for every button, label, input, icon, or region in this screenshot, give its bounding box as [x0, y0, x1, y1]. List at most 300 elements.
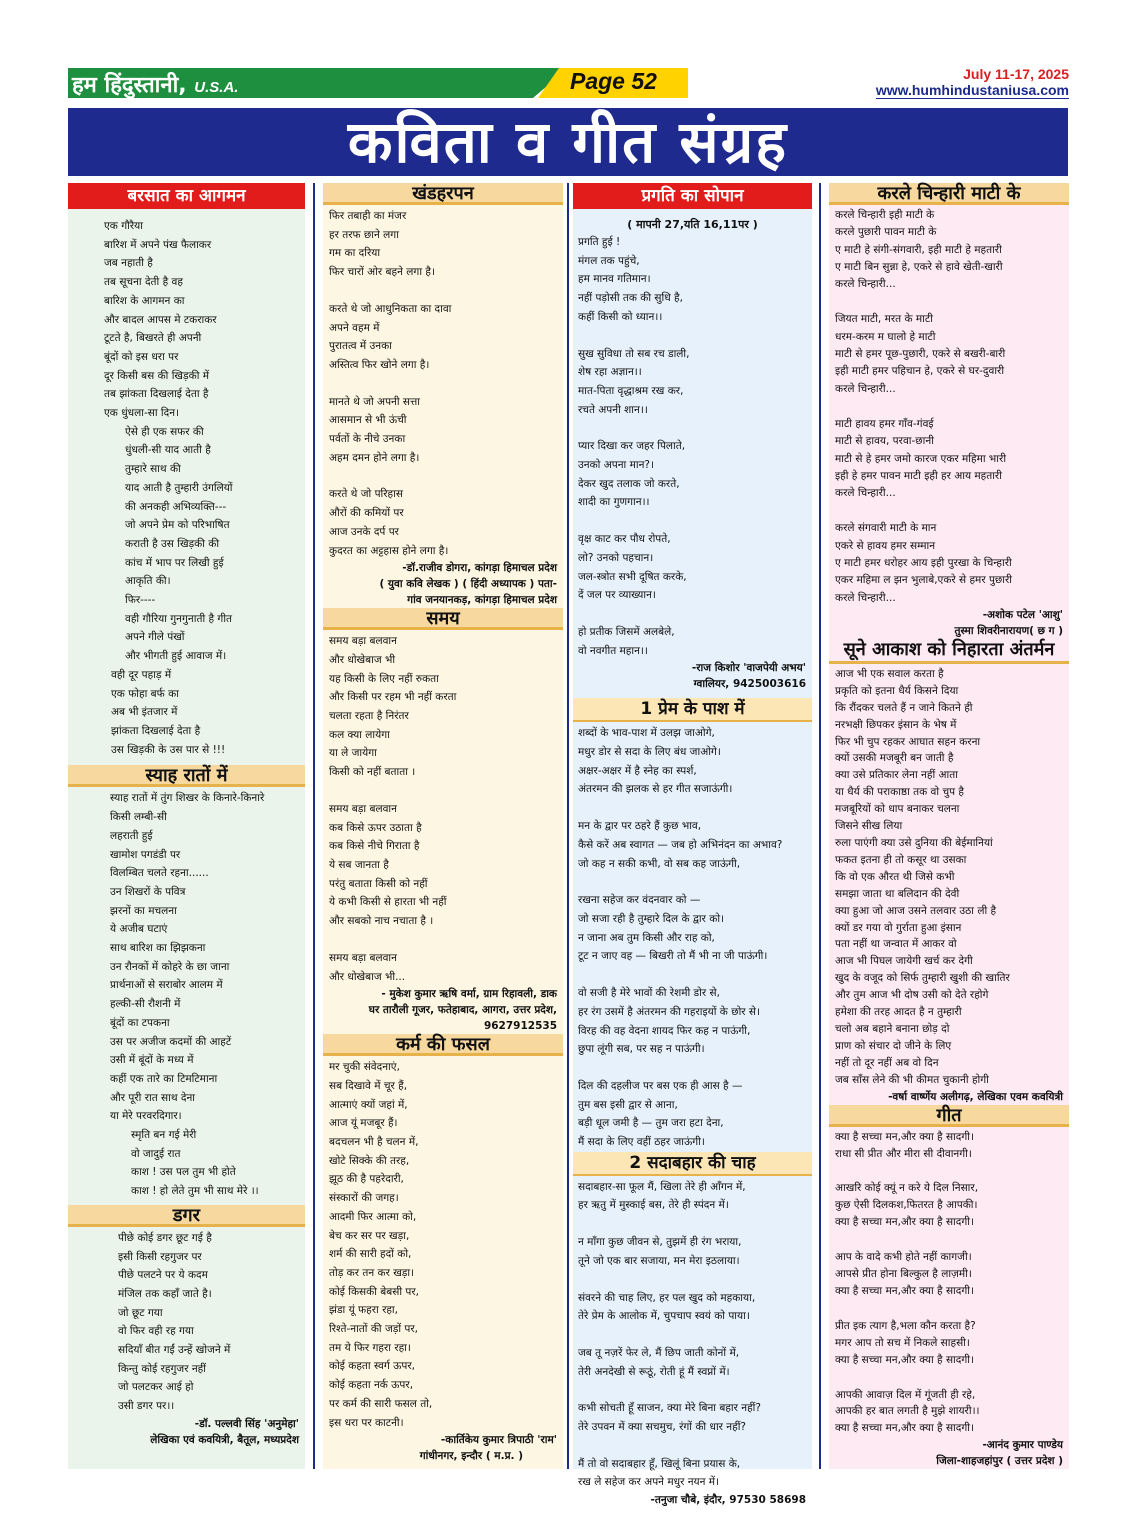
- poem-line: रख ले सहेज कर अपने मधुर नयन में।: [578, 1476, 720, 1489]
- poem-line: लो? उनको पहचान।: [578, 551, 654, 564]
- poem-line: प्रकृति को इतना धैर्य किसने दिया: [835, 684, 959, 697]
- poem-line: क्या है सच्चा मन,और क्या है सादगी।: [835, 1284, 974, 1297]
- poem-line: रिश्ते-नातों की जड़ों पर,: [329, 1323, 419, 1336]
- poem-line: या ले जायेगा: [329, 747, 377, 760]
- stanza-gap: [578, 419, 812, 437]
- stanza-gap: [835, 293, 1069, 311]
- poem-line: हमेशा की तरह आदत है न तुम्हारी: [835, 1006, 962, 1019]
- poem-line: या धैर्य की पराकाष्ठा तक वो चुप है: [835, 786, 964, 799]
- poem-author: -आनंद कुमार पाण्डेय: [982, 1439, 1063, 1452]
- section-title: कविता व गीत संग्रह: [347, 108, 789, 176]
- poem-line: उस पर अजीज कदमों की आहटें: [110, 1035, 232, 1048]
- poem-line: समय बड़ा बलवान: [329, 635, 397, 648]
- poem-body: [829, 664, 1069, 1089]
- poem-line: जो अपने प्रेम को परिभाषित: [125, 519, 230, 532]
- poem-line: अक्षर-अक्षर में है स्नेह का स्पर्श,: [578, 764, 697, 777]
- poem-line: और धोखेबाज भी: [329, 653, 396, 666]
- poem-line: ये कभी किसी से हारता भी नहीं: [329, 896, 447, 909]
- poem-line: कुदरत का अट्टहास होने लगा है।: [329, 544, 449, 557]
- poem-line: जो पलटकर आई हो: [118, 1381, 194, 1394]
- poem-line: करले चिन्हारी...: [835, 382, 896, 395]
- poem-line: उस खिड़की के उस पार से !!!: [111, 743, 226, 756]
- stanza-gap: [578, 1381, 812, 1399]
- poem-line: आदमी फिर आत्मा को,: [329, 1210, 417, 1223]
- poem-line: तब झांकता दिखलाई देता है: [104, 388, 209, 401]
- poem-title: करले चिन्हारी माटी के: [829, 183, 1069, 205]
- poem-line: इसी किसी रहगुजर पर: [118, 1250, 202, 1263]
- poem-line: अहम दमन होने लगा है।: [329, 451, 420, 464]
- poem-title: स्याह रातों में: [68, 765, 305, 787]
- poem-line: आप के वादे कभी होते नहीं कागजी।: [835, 1251, 972, 1264]
- website-link[interactable]: www.humhindustaniusa.com: [875, 82, 1069, 98]
- stanza-gap: [835, 502, 1069, 520]
- poem-line: अब भी इंतजार में: [111, 706, 178, 719]
- poem-line: समय बड़ा बलवान: [329, 951, 397, 964]
- poem-body: [323, 1056, 563, 1432]
- poem-line: दें जल पर व्याख्यान।: [578, 589, 656, 602]
- poem-line: कोई कहता स्वर्ग ऊपर,: [329, 1360, 415, 1373]
- poem-line: कोई किसकी बेबसी पर,: [329, 1285, 420, 1298]
- poem-line: कि वो एक औरत थी जिसे कभी: [835, 870, 955, 883]
- poem-line: खामोश पगडंडी पर: [110, 848, 181, 861]
- poem-line: वही दूर पहाड़ में: [111, 668, 172, 681]
- poem-line: अपने गीले पंखों: [125, 631, 185, 644]
- poem-line: एकर महिमा ल झन भुलाबे,एकरे से हमर पुछारी: [835, 574, 1013, 587]
- poem-line: वो नवगीत महान।।: [578, 644, 648, 657]
- poem-line: मैं सदा के लिए वहीं ठहर जाऊंगी।: [578, 1136, 705, 1149]
- poem-line: किसी को नहीं बताता ।: [329, 766, 416, 779]
- poem-line: आज भी एक सवाल करता है: [835, 667, 944, 680]
- poem-line: आसमान से भी ऊंची: [329, 414, 407, 427]
- poem-line: साथ बारिश का झिझकना: [110, 942, 206, 955]
- poem-line: क्यों डर गया वो गुर्राता हुआ इंसान: [835, 921, 962, 934]
- poem-line: स्याह रातों में तुंग शिखर के किनारे-किनारे: [110, 792, 265, 805]
- poem-line: मानते थे जो अपनी सत्ता: [329, 395, 420, 408]
- column-4: [829, 183, 1069, 1469]
- poem-line: विलम्बित चलते रहना......: [110, 867, 209, 880]
- poem-line: प्रीत इक त्याग है,भला कौन करता है?: [835, 1319, 976, 1332]
- poem-line: बारिश में अपने पंख फैलाकर: [104, 238, 212, 251]
- poem-line: पर कर्म की सारी फसल तो,: [329, 1397, 433, 1410]
- poem-line: कब किसे नीचे गिराता है: [329, 840, 420, 853]
- poem-title: कर्म की फसल: [323, 1034, 563, 1056]
- poem-line: क्या है सच्चा मन,और क्या है सादगी।: [835, 1130, 974, 1143]
- poem-line: टूट न जाए वह — बिखरी तो मैं भी ना जी पाऊंगी।: [578, 950, 768, 963]
- poem-line: तुम्हारे साथ की: [125, 463, 181, 476]
- poem-line: मजबूरियों को धाप बनाकर चलना: [835, 803, 960, 816]
- poem-line: पता नहीं था जन्वात में आकर वो: [835, 938, 957, 951]
- poem-line: क्या है सच्चा मन,और क्या है सादगी।: [835, 1216, 974, 1229]
- poem-line: संवरने की चाह लिए, हर पल खुद को महकाया,: [578, 1291, 756, 1304]
- poem-line: मंगल तक पहुंचे,: [578, 254, 640, 267]
- poem-line: रुला पाएंगी क्या उसे दुनिया की बेईमानियां: [835, 837, 993, 849]
- poem-title: प्रगति का सोपान: [573, 183, 812, 209]
- poem-line: दूर किसी बस की खिड़की में: [104, 369, 210, 382]
- poem-line: आखरि कोई क्यूं न करे ये दिल निसार,: [835, 1182, 979, 1195]
- poem-line: बूंदों को इस धरा पर: [104, 350, 179, 363]
- poem-line: दिल की दहलीज पर बस एक ही आस है —: [578, 1079, 743, 1092]
- poem-line: कल क्या लायेगा: [329, 728, 390, 741]
- poem-line: तेरे प्रेम के आलोक में, चुपचाप स्वयं को पाया।: [578, 1310, 750, 1323]
- poem-line: फिर तबाही का मंजर: [329, 210, 407, 222]
- brand-text: हम हिंदुस्तानी,: [72, 73, 187, 98]
- poem-line: बड़ी धूल जमी है — तुम जरा हटा देना,: [578, 1117, 724, 1130]
- poem-meter: ( मापनी 27,यति 16,11पर ): [627, 218, 758, 231]
- poem-line: या मेरे परवरदिगार।: [110, 1110, 182, 1123]
- stanza-gap: [578, 1437, 812, 1455]
- poem-line: एकरे से हावय हमर सम्मान: [835, 539, 936, 552]
- poem-line: कोई कहता नर्क ऊपर,: [329, 1379, 414, 1392]
- poem-title: सूने आकाश को निहारता अंतर्मन: [829, 639, 1069, 664]
- poem-author: -वर्षा वार्ष्णेय अलीगढ़, लेखिका एवम कवयित्री: [888, 1090, 1063, 1103]
- poem-line: सुख सुविधा तो सब रच डाली,: [578, 347, 690, 360]
- poem-line: पीछे पलटने पर ये कदम: [118, 1269, 208, 1282]
- poem-line: कैसे करें अब स्वागत — जब हो अभिनंदन का अभाव?: [578, 838, 783, 851]
- poem-line: कब किसे ऊपर उठाता है: [329, 821, 422, 834]
- poem-line: अंतरमन की झलक से हर गीत सजाऊंगी।: [578, 783, 733, 796]
- poem-line: राधा सी प्रीत और मीरा सी दीवानगी।: [835, 1147, 972, 1160]
- poem-line: और पूरी रात साथ देना: [110, 1091, 196, 1104]
- poem-line: और बादल आपस मे टकराकर: [104, 313, 217, 326]
- column-3: [573, 183, 812, 1507]
- brand-sub: U.S.A.: [194, 79, 239, 96]
- stanza-gap: [835, 1162, 1069, 1180]
- poem-author-place: गांधीनगर, इन्दौर ( म.प्र. ): [419, 1450, 523, 1463]
- poem-line: तुम बस इसी द्वार से आना,: [578, 1098, 678, 1111]
- stanza-gap: [578, 512, 812, 530]
- stanza-gap: [578, 966, 812, 984]
- poem-line: आपसे प्रीत होना बिल्कुल है लाज़मी।: [835, 1268, 972, 1281]
- poem-line: नरभक्षी छिपकर इंसान के भेष में: [835, 718, 957, 731]
- poem-line: देकर खुद तलाक जो करते,: [578, 477, 680, 490]
- poem-line: तब सूचना देती है वह: [104, 276, 183, 289]
- poem-line: बारिश के आगमन का: [104, 294, 185, 307]
- poem-line: उनको अपना मान?।: [578, 459, 654, 472]
- poem-line: खुद के वजूद को सिर्फ तुम्हारी खुशी की खातिर: [835, 972, 1010, 985]
- stanza-gap: [578, 1059, 812, 1077]
- poem-line: एक गौरैया: [104, 220, 143, 232]
- poem-author-place: जिला-शाहजहांपुर ( उत्तर प्रदेश ): [936, 1455, 1063, 1468]
- poem-line: और सबको नाच नचाता है ।: [329, 915, 434, 928]
- poem-line: करते थे जो परिहास: [329, 488, 403, 501]
- poem-line: प्राण को संचार दो जीने के लिए: [835, 1039, 952, 1052]
- poem-author: - मुकेश कुमार ऋषि वर्मा, ग्राम रिहावली, डाक: [381, 988, 557, 1001]
- poem-title: 2 सदाबहार की चाह: [573, 1152, 812, 1176]
- poem-author: -राज किशोर 'वाजपेयी अभय': [691, 662, 806, 675]
- poem-author: -अशोक पटेल 'आशु': [982, 608, 1063, 621]
- poem-line: कहीं किसी को ध्यान।।: [578, 310, 663, 323]
- poem-line: प्यार दिखा कर जहर पिलाते,: [578, 440, 686, 453]
- poem-line: इही माटी हमर पहिचान हे, एकरे से घर-दुवारी: [835, 365, 1005, 378]
- poem-line: एक फोहा बर्फ का: [111, 687, 179, 700]
- poem-line: प्रगति हुई !: [578, 236, 621, 248]
- poem-line: झरनों का मचलना: [110, 904, 177, 917]
- poem-body: [573, 722, 812, 1151]
- poem-line: काश ! हो लेते तुम भी साथ मेरे ।।: [131, 1185, 259, 1198]
- poem-line: इही हे हमर पावन माटी इही हर आय महतारी: [835, 469, 1002, 482]
- poem-line: प्रार्थनाओं से सराबोर आलम में: [110, 979, 223, 992]
- poem-line: शादी का गुणगान।।: [578, 496, 650, 509]
- poem-line: आज उनके दर्प पर: [329, 525, 399, 538]
- poem-line: माटी से हमर पूछ-पुछारी, एकरे से बखरी-बारी: [835, 348, 1006, 361]
- poem-line: ये अजीब घटाएं: [110, 923, 168, 936]
- poem-line: करले पुछारी पावन माटी के: [835, 226, 937, 239]
- poem-body: [323, 205, 563, 560]
- poem-line: झूठ की है पहरेदारी,: [329, 1173, 404, 1186]
- poem-line: खोटे सिक्के की तरह,: [329, 1154, 410, 1167]
- stanza-gap: [835, 1231, 1069, 1249]
- poem-body: [829, 1127, 1069, 1438]
- poem-line: आज यूं मजबूर हैं।: [329, 1117, 398, 1130]
- poem-line: माटी हावय हमर गाँव-गंवई: [835, 417, 934, 430]
- poem-body: [68, 1227, 305, 1416]
- poem-line: माटी से हे हमर जमो कारज एकर महिमा भारी: [835, 452, 1007, 465]
- poem-line: किसी लम्बी-सी: [110, 811, 167, 824]
- poem-line: तम ये फिर गहरा रहा।: [329, 1341, 411, 1354]
- poem-author-place: तुस्मा शिवरीनारायण( छ ग ): [954, 624, 1063, 637]
- poem-title: गीत: [829, 1105, 1069, 1127]
- poem-line: और धोखेबाज भी...: [329, 970, 406, 983]
- poem-line: बेच कर सर पर खड़ा,: [329, 1229, 410, 1242]
- column-2: [323, 183, 563, 1469]
- poem-title: बरसात का आगमन: [68, 183, 305, 209]
- poem-line: आज भी पिघल जायेगी खर्च कर देगी: [835, 955, 973, 968]
- poem-line: ये सब जानता है: [329, 858, 389, 871]
- poem-line: मैं तो वो सदाबहार हूँ, खिलूं बिना प्रयास के,: [578, 1457, 741, 1470]
- poem-line: उन शिखरों के पवित्र: [110, 885, 186, 898]
- poem-line: आपकी हर बात लगती है मुझे शायरी।।: [835, 1405, 980, 1418]
- poem-line: फिर भी चुप रहकर आघात सहन करना: [835, 735, 981, 748]
- poem-body: [68, 787, 305, 1200]
- poem-line: वृक्ष काट कर पौध रोपते,: [578, 533, 671, 546]
- poem-line: करले संगवारी माटी के मान: [835, 522, 937, 535]
- stanza-gap: [835, 398, 1069, 416]
- poem-line: छुपा लूंगी सब, पर सह न पाऊंगी।: [578, 1043, 705, 1056]
- poem-line: शेष रहा अज्ञान।।: [578, 366, 642, 379]
- stanza-gap: [329, 375, 563, 393]
- poem-line: करले चिन्हारी इही माटी के: [835, 209, 935, 221]
- poem-line: हो प्रतीक जिसमें अलबेले,: [578, 625, 675, 638]
- poem-line: की अनकही अभिव्यक्ति---: [125, 500, 227, 513]
- poem-line: आत्माएं क्यों जहां में,: [329, 1098, 408, 1111]
- poem-title: खंडहरपन: [323, 183, 563, 205]
- poem-line: उन रौनकों में कोहरे के छा जाना: [110, 960, 230, 973]
- stanza-gap: [578, 605, 812, 623]
- stanza-gap: [329, 467, 563, 485]
- poem-line: स्मृति बन गई मेरी: [131, 1129, 197, 1142]
- poem-line: लहराती हुई: [110, 829, 153, 842]
- poem-line: करते थे जो आधुनिकता का दावा: [329, 302, 452, 315]
- poem-line: ऐसे ही एक सफर की: [125, 425, 204, 438]
- poem-line: कि रौंदकर चलते हैं न जाने कितने ही: [835, 701, 973, 714]
- poem-line: मधुर डोर से सदा के लिए बंध जाओगे।: [578, 746, 721, 759]
- poem-line: सदियाँ बीत गईं उन्हें खोजने में: [118, 1344, 231, 1357]
- poem-line: रखना सहेज कर वंदनवार को —: [578, 894, 701, 907]
- poem-line: गम का दरिया: [329, 247, 381, 260]
- stanza-gap: [835, 1369, 1069, 1387]
- brand-name: [72, 69, 238, 99]
- column-1: [68, 183, 305, 1469]
- poem-line: आपकी आवाज़ दिल में गूंजती ही रहे,: [835, 1388, 976, 1401]
- poem-line: ए माटी हमर धरोहर आय इही पुरखा के चिन्हारी: [835, 557, 1012, 570]
- poem-line: कराती है उस खिड़की की: [125, 537, 220, 550]
- poem-line: कांच में भाप पर लिखी हुई: [125, 556, 224, 569]
- section-banner: [68, 108, 1068, 176]
- stanza-gap: [578, 799, 812, 817]
- stanza-gap: [578, 1215, 812, 1233]
- poem-line: जो छूट गया: [118, 1306, 163, 1319]
- poem-line: बदचलन भी है चलन में,: [329, 1136, 419, 1149]
- poem-line: झंडा यूं फहरा रहा,: [329, 1304, 398, 1317]
- poem-line: फिर----: [125, 594, 156, 607]
- poem-line: धुंधली-सी याद आती है: [125, 444, 211, 457]
- issue-date: July 11-17, 2025: [963, 66, 1069, 82]
- poem-author: -तनुजा चौबे, इंदौर, 97530 58698: [650, 1494, 806, 1507]
- poem-line: तूने जो एक बार सजाया, मन मेरा इठलाया।: [578, 1254, 740, 1267]
- poem-line: पीछे कोई डगर छूट गई है: [118, 1231, 212, 1244]
- poem-line: तेरे उपवन में क्या सचमुच, रंगों की धार नहीं?: [578, 1421, 746, 1434]
- stanza-gap: [835, 1300, 1069, 1318]
- stanza-gap: [329, 931, 563, 949]
- poem-line: और भीगती हुई आवाज में।: [125, 650, 227, 663]
- poem-line: झांकता दिखलाई देता है: [111, 724, 201, 737]
- poem-line: मगर आप तो सच में निकले साहसी।: [835, 1336, 970, 1349]
- poem-line: हम मानव गतिमान।: [578, 273, 651, 286]
- poem-line: शब्दों के भाव-पाश में उलझ जाओगे,: [578, 727, 715, 740]
- poem-line: जो सजा रही है तुम्हारे दिल के द्वार को।: [578, 912, 725, 925]
- poem-line: टूटते है, बिखरते ही अपनी: [104, 332, 202, 345]
- poem-line: जिसने सीख लिया: [835, 820, 903, 833]
- poem-author-place: गांव जनयानकड़, कांगड़ा हिमाचल प्रदेश: [407, 594, 557, 607]
- column-divider: [819, 183, 821, 1469]
- poem-line: तेरी अनदेखी से रूठूं, रोती हूं मैं स्वप्नों में।: [578, 1365, 730, 1378]
- poem-line: नहीं तो दूर नहीं अब वो दिन: [835, 1056, 939, 1069]
- poem-line: विरह की वह वेदना शायद फिर कह न पाऊंगी,: [578, 1024, 751, 1037]
- poem-line: जब नहाती है: [104, 257, 153, 270]
- poem-line: जब साँस लेने की भी कीमत चुकानी होगी: [835, 1073, 989, 1086]
- poem-author-place: लेखिका एवं कवयित्री, बैतूल, मध्यप्रदेश: [150, 1433, 299, 1446]
- poem-author-phone: 9627912535: [483, 1020, 557, 1033]
- stanza-gap: [578, 873, 812, 891]
- poem-line: मर चुकी संवेदनाएं,: [329, 1061, 400, 1074]
- column-divider: [313, 183, 315, 1469]
- poem-line: चलो अब बहाने बनाना छोड़ दो: [835, 1022, 950, 1035]
- poem-line: न माँगा कुछ जीवन से, तुझमें ही रंग भराया,: [578, 1236, 742, 1249]
- poem-line: उसी में बूंदों के मध्य में: [110, 1054, 194, 1067]
- poem-line: काश ! उस पल तुम भी होते: [131, 1166, 236, 1179]
- poem-body: [573, 233, 812, 660]
- poem-line: नहीं पड़ोसी तक की सुधि है,: [578, 292, 683, 305]
- poem-line: याद आती है तुम्हारी उंगलियों: [125, 481, 233, 494]
- poem-line: पुरातत्व में उनका: [329, 340, 392, 353]
- poem-line: मंजिल तक कहाँ जाते है।: [118, 1287, 212, 1300]
- poem-line: रचते अपनी शान।।: [578, 403, 648, 416]
- poem-line: समय बड़ा बलवान: [329, 802, 397, 815]
- poem-line: जब तू नज़रें फेर ले, मैं छिप जाती कोनों में,: [578, 1346, 740, 1359]
- poem-line: वो सजी है मेरे भावों की रेशमी डोर से,: [578, 987, 720, 1000]
- poem-title: 1 प्रेम के पाश में: [573, 698, 812, 722]
- poem-author: -डॉ. पल्लवी सिंह 'अनुमेहा': [194, 1417, 299, 1430]
- poem-line: तोड़ कर तन कर खड़ा।: [329, 1266, 415, 1279]
- poem-line: हर ऋतु में मुस्काई बस, तेरे ही स्पंदन में।: [578, 1199, 729, 1212]
- poem-line: कुछ ऐसी दिलकश,फितरत है आपकी।: [835, 1199, 978, 1212]
- poem-line: वो फिर वही रह गया: [118, 1325, 194, 1338]
- poem-line: संस्कारों की जगह।: [329, 1192, 399, 1205]
- poem-line: जल-स्त्रोत सभी दूषित करके,: [578, 570, 687, 583]
- poem-line: जियत माटी, मरत के माटी: [835, 313, 933, 326]
- column-divider: [567, 183, 569, 1469]
- poem-line: क्या हुआ जो आज उसने तलवार उठा ली है: [835, 904, 997, 917]
- poem-line: जो कह न सकी कभी, वो सब कह जाऊंगी,: [578, 857, 741, 870]
- poem-line: और तुम आज भी दोष उसी को देते रहोगे: [835, 989, 989, 1002]
- masthead-bar: [68, 68, 688, 98]
- poem-line: कभी सोचती हूँ साजन, क्या मेरे बिना बहार नहीं?: [578, 1402, 761, 1415]
- poem-line: औरों की कमियों पर: [329, 507, 404, 520]
- poem-title: समय: [323, 608, 563, 630]
- poem-line: फिर चारों ओर बहने लगा है।: [329, 266, 435, 279]
- poem-author-place: ग्वालियर, 9425003616: [693, 678, 806, 691]
- poem-line: वही गौरिया गुनगुनाती है गीत: [125, 612, 233, 625]
- poem-title: डगर: [68, 1205, 305, 1227]
- poem-line: अपने वहम में: [329, 321, 380, 334]
- poem-line: माटी से हावय, परवा-छानी: [835, 435, 934, 448]
- poem-line: मन के द्वार पर ठहरे हैं कुछ भाव,: [578, 820, 702, 833]
- poem-line: शर्म की सारी हदों को,: [329, 1248, 412, 1261]
- poem-line: परंतु बताता किसी को नहीं: [329, 877, 428, 890]
- poem-line: बूंदों का टपकना: [110, 1016, 170, 1029]
- poem-author-place: ( युवा कवि लेखक ) ( हिंदी अध्यापक ) पता-: [379, 578, 557, 591]
- poem-line: क्यों उसकी मजबूरी बन जाती है: [835, 752, 954, 765]
- stanza-gap: [578, 1271, 812, 1289]
- poem-line: ए माटी हे संगी-संगवारी, इही माटी हे महतारी: [835, 243, 1002, 256]
- poem-line: समझा जाता था बलिदान की देवी: [835, 887, 960, 900]
- poem-line: चलता रहता है निरंतर: [329, 710, 409, 723]
- poem-line: कहीं एक तारे का टिमटिमाना: [110, 1072, 218, 1085]
- poem-line: करले चिन्हारी...: [835, 278, 896, 291]
- poem-line: करले चिन्हारी...: [835, 487, 896, 500]
- poem-body: [68, 209, 305, 759]
- poem-line: ए माटी बिन सुन्ना हे, एकरे से हावे खेती-खारी: [835, 260, 1003, 273]
- stanza-gap: [329, 282, 563, 300]
- poem-line: पर्वतों के नीचे उनका: [329, 433, 406, 446]
- poem-line: उसी डगर पर।।: [118, 1400, 175, 1413]
- poem-line: एक धुंधला-सा दिन।: [104, 407, 180, 420]
- page-number: Page 52: [570, 68, 657, 94]
- poem-line: हर तरफ छाने लगा: [329, 228, 399, 241]
- poem-line: और किसी पर रहम भी नहीं करता: [329, 691, 457, 704]
- poem-line: फकत इतना ही तो कसूर था उसका: [835, 853, 967, 866]
- poem-body: [323, 630, 563, 986]
- stanza-gap: [578, 327, 812, 345]
- stanza-gap: [578, 1326, 812, 1344]
- poem-line: आकृति की।: [125, 575, 171, 588]
- poem-line: मात-पिता वृद्धाश्रम रख कर,: [578, 384, 684, 397]
- poem-line: न जाना अब तुम किसी और राह को,: [578, 931, 715, 944]
- date-block: [876, 66, 1069, 99]
- stanza-gap: [329, 782, 563, 800]
- poem-line: क्या है सच्चा मन,और क्या है सादगी।: [835, 1422, 974, 1435]
- poem-line: वो जादुई रात: [131, 1147, 181, 1160]
- poem-line: सदाबहार-सा फूल मैं, खिला तेरे ही आँगन में,: [578, 1180, 746, 1193]
- poem-line: यह किसी के लिए नहीं रुकता: [329, 672, 439, 685]
- poem-line: इस धरा पर काटनी।: [329, 1416, 404, 1429]
- poem-line: अस्तित्व फिर खोने लगा है।: [329, 358, 430, 371]
- poem-line: हल्की-सी रौशनी में: [110, 998, 181, 1011]
- poem-body: [829, 205, 1069, 607]
- poem-line: हर रंग उसमें है अंतरमन की गहराइयों के छोर से।: [578, 1005, 760, 1018]
- poem-line: करले चिन्हारी...: [835, 591, 896, 604]
- poem-line: क्या उसे प्रतिकार लेना नहीं आता: [835, 769, 958, 782]
